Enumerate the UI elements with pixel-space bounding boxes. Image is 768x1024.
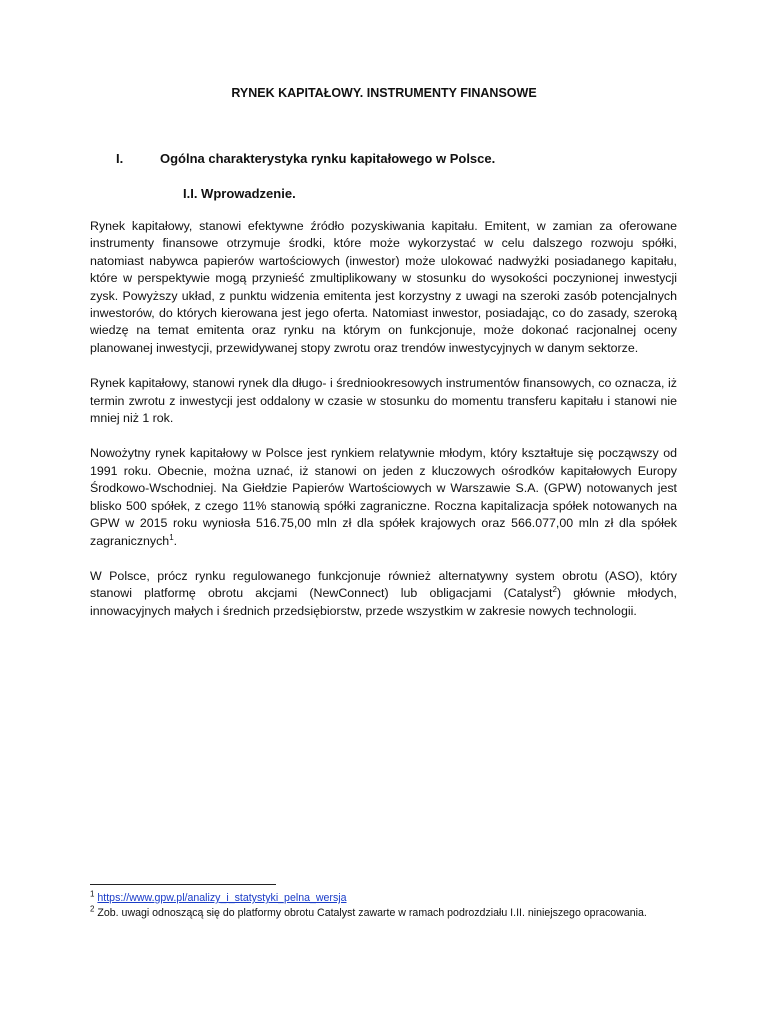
- paragraph-4-text-b: ) głównie młodych, innowacyjnych małych i średnich przedsiębiorstw, przede wszystkim w zakresie nowych technologii.: [90, 586, 677, 618]
- footnote-ref-1[interactable]: 1: [169, 532, 174, 542]
- footnote-2-text: Zob. uwagi odnoszącą się do platformy obrotu Catalyst zawarte w ramach podrozdziału I.II. niniejszego opracowania.: [97, 906, 647, 919]
- paragraph-1: Rynek kapitałowy, stanowi efektywne źródło pozyskiwania kapitału. Emitent, w zamian za oferowane instrumenty finansowe otrzymuje środki, które może wykorzystać w celu dalszego rozwoju spółki, natomiast nabywca papierów wartościowych (inwestor) może ulokować nadwyżki posiadanego kapitału, które w perspektywie mogą przynieść zmultiplikowany w stosunku do wysokości poczynionej inwestycji zysk. Powyższy układ, z punktu widzenia emitenta jest korzystny z uwagi na szeroki zasób potencjalnych inwestorów, do których kierowana jest jego oferta. Natomiast inwestor, posiadając, co do zasady, szeroką wiedzę na temat emitenta oraz rynku na którym on funkcjonuje, może dokonać racjonalnej oceny planowanej inwestycji, przewidywanej stopy zwrotu oraz trendów inwestycyjnych w danym sektorze.: [90, 219, 677, 355]
- footnote-ref-2[interactable]: 2: [552, 585, 557, 595]
- document-title: RYNEK KAPITAŁOWY. INSTRUMENTY FINANSOWE: [231, 86, 537, 100]
- section-heading: [116, 151, 495, 166]
- paragraph-4-text-a: W Polsce, prócz rynku regulowanego funkcjonuje również alternatywny system obrotu (ASO), który stanowi platformę obrotu akcjami (NewConnect) lub obligacjami (Catalyst: [90, 568, 677, 601]
- paragraph-3: Nowożytny rynek kapitałowy w Polsce jest rynkiem relatywnie młodym, który kształtuje się począwszy od 1991 roku. Obecnie, można uznać, iż stanowi on jeden z kluczowych ośrodków kapitałowych Europy Środkowo-Wschodniej. Na Giełdzie Papierów Wartościowych w Warszawie S.A. (GPW) notowanych jest blisko 500 spółek, z czego 11% stanowią spółki zagraniczne. Roczna kapitalizacja spółek notowanych na GPW w 2015 roku wyniosła 516.75,00 mln zł dla spółek krajowych oraz 566.077,00 mln zł dla spółek zagranicznych$^1$.: [90, 446, 677, 548]
- footnotes: [90, 891, 677, 920]
- paragraph-2: Rynek kapitałowy, stanowi rynek dla długo- i średniookresowych instrumentów finansowych, co oznacza, iż termin zwrotu z inwestycji jest oddalony w czasie w stosunku do momentu transferu kapitału i stanowi nie mniej niż 1 rok.: [90, 376, 677, 426]
- footnote-2: [90, 903, 677, 921]
- section-title: Ogólna charakterystyka rynku kapitałowego w Polsce.: [160, 151, 496, 166]
- footnote-1-marker: 1: [90, 889, 95, 899]
- footnote-separator: [90, 884, 276, 885]
- paragraph-4: [90, 568, 677, 620]
- subsection-heading: I.I. Wprowadzenie.: [183, 186, 296, 201]
- footnote-1-link[interactable]: https://www.gpw.pl/analizy_i_statystyki_pelna_wersja: [97, 892, 347, 904]
- footnote-2-marker: 2: [90, 903, 95, 913]
- section-number: I.: [116, 151, 124, 166]
- paragraph-3-text: Nowożytny rynek kapitałowy w Polsce jest rynkiem relatywnie młodym, który kształtuje się począwszy od 1991 roku. Obecnie, można uznać, iż stanowi on jeden z kluczowych ośrodków kapitałowych Europy Środkowo-Wschodniej. Na Giełdzie Papierów Wartościowych w Warszawie S.A. (GPW) notowanych jest blisko 500 spółek, z czego 11% stanowią spółki zagraniczne. Roczna kapitalizacja spółek notowanych na GPW w 2015 roku wyniosła 516.75,00 mln zł dla spółek krajowych oraz 566.077,00 mln zł dla spółek zagranicznych: [90, 446, 677, 548]
- body-text: [90, 218, 677, 638]
- footnote-1: [90, 891, 677, 906]
